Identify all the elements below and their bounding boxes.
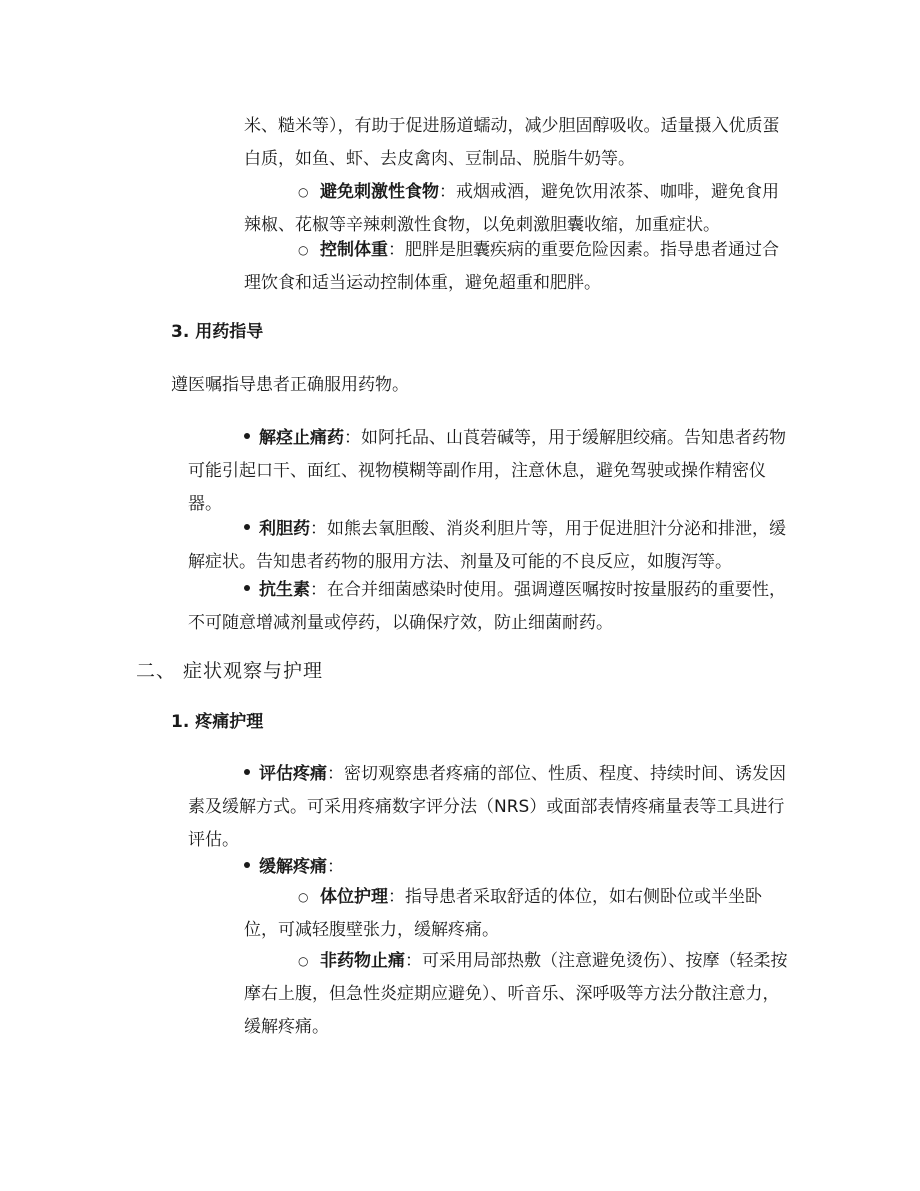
relieve-item-separator: ：	[405, 951, 422, 971]
medication-intro: 遵医嘱指导患者正确服用药物。	[171, 375, 409, 395]
diet-continuation-text: 米、糙米等），有助于促进肠道蠕动，减少胆固醇吸收。适量摄入优质蛋白质，如鱼、虾、去皮禽肉、豆制品、脱脂牛奶等。	[244, 116, 780, 169]
section-heading-medication: 3. 用药指导	[171, 322, 264, 342]
hollow-circle-bullet-icon: ○	[298, 185, 309, 199]
diet-item-avoid-irritants	[244, 176, 790, 242]
medication-item-separator: ：	[310, 519, 327, 539]
pain-item-separator: ：	[327, 764, 344, 784]
bullet-dot-icon	[244, 862, 250, 868]
pain-item-title: 缓解疼痛	[259, 857, 327, 877]
relieve-item-non-drug	[244, 945, 790, 1044]
diet-item-text: 戒烟戒酒，避免饮用浓茶、咖啡，避免食用辣椒、花椒等辛辣刺激性食物，以免刺激胆囊收缩，加重症状。	[244, 182, 779, 235]
medication-item-antibiotic	[188, 574, 788, 640]
pain-item-separator: ：	[327, 857, 344, 877]
pain-item-relieve	[188, 851, 788, 884]
relieve-item-title: 非药物止痛	[320, 951, 405, 971]
bullet-dot-icon	[244, 769, 250, 775]
bullet-dot-icon	[244, 524, 250, 530]
medication-item-separator: ：	[310, 580, 327, 600]
diet-continuation-paragraph	[244, 110, 790, 176]
medication-item-title: 利胆药	[259, 519, 310, 539]
medication-item-title: 解痉止痛药	[259, 428, 344, 448]
medication-item-choleretic	[188, 513, 788, 579]
hollow-circle-bullet-icon: ○	[298, 890, 309, 904]
hollow-circle-bullet-icon: ○	[298, 243, 309, 257]
medication-item-text: 在合并细菌感染时使用。强调遵医嘱按时按量服药的重要性，不可随意增减剂量或停药，以确保疗效，防止细菌耐药。	[188, 580, 786, 633]
diet-item-separator: ：	[439, 182, 456, 202]
bullet-dot-icon	[244, 585, 250, 591]
medication-item-text: 如阿托品、山莨菪碱等，用于缓解胆绞痛。告知患者药物可能引起口干、面红、视物模糊等副作用，注意休息，避免驾驶或操作精密仪器。	[188, 428, 786, 514]
diet-item-separator: ：	[388, 240, 405, 260]
diet-item-weight-control	[244, 234, 790, 300]
medication-item-antispasmodic	[188, 422, 788, 521]
relieve-item-text: 指导患者采取舒适的体位，如右侧卧位或半坐卧位，可减轻腹壁张力，缓解疼痛。	[244, 887, 762, 940]
diet-item-title: 控制体重	[320, 240, 388, 260]
relieve-item-posture	[244, 881, 790, 947]
part-heading-symptom-care: 二、 症状观察与护理	[136, 660, 324, 682]
medication-item-title: 抗生素	[259, 580, 310, 600]
diet-item-title: 避免刺激性食物	[320, 182, 439, 202]
hollow-circle-bullet-icon: ○	[298, 954, 309, 968]
relieve-item-title: 体位护理	[320, 887, 388, 907]
pain-item-title: 评估疼痛	[259, 764, 327, 784]
diet-item-text: 肥胖是胆囊疾病的重要危险因素。指导患者通过合理饮食和适当运动控制体重，避免超重和肥胖。	[244, 240, 779, 293]
relieve-item-text: 可采用局部热敷（注意避免烫伤）、按摩（轻柔按摩右上腹，但急性炎症期应避免）、听音乐、深呼吸等方法分散注意力，缓解疼痛。	[244, 951, 788, 1037]
medication-item-text: 如熊去氧胆酸、消炎利胆片等，用于促进胆汁分泌和排泄，缓解症状。告知患者药物的服用方法、剂量及可能的不良反应，如腹泻等。	[188, 519, 786, 572]
medication-item-separator: ：	[344, 428, 361, 448]
pain-item-text: 密切观察患者疼痛的部位、性质、程度、持续时间、诱发因素及缓解方式。可采用疼痛数字评分法（NRS）或面部表情疼痛量表等工具进行评估。	[188, 764, 786, 850]
section-heading-pain-care: 1. 疼痛护理	[171, 712, 264, 732]
relieve-item-separator: ：	[388, 887, 405, 907]
pain-item-assess	[188, 758, 788, 857]
bullet-dot-icon	[244, 433, 250, 439]
